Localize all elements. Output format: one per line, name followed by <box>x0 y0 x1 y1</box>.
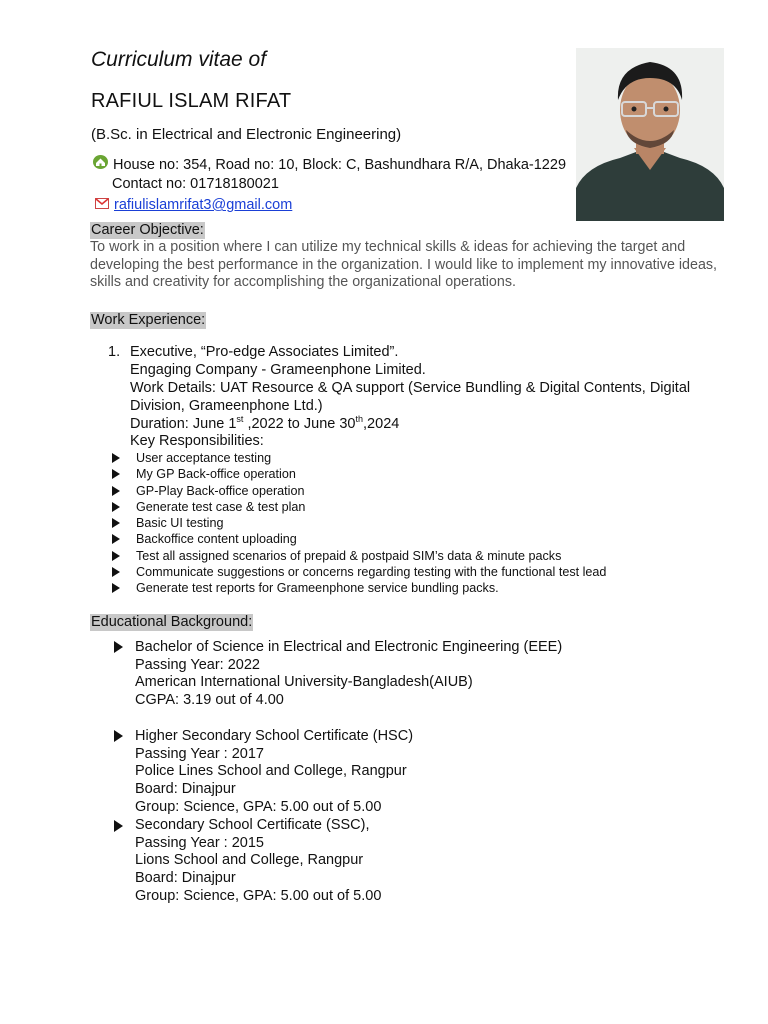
duration-start: June 1 <box>192 415 237 432</box>
bsc-result: CGPA: 3.19 out of 4.00 <box>135 692 284 709</box>
ssc-institute: Lions School and College, Rangpur <box>135 852 364 869</box>
profile-photo <box>576 48 724 221</box>
education-item-hsc <box>135 728 413 817</box>
education-item-bsc <box>135 639 562 710</box>
mail-icon <box>95 196 109 214</box>
ssc-title: Secondary School Certificate (SSC), <box>135 817 370 833</box>
responsibility-text: My GP Back-office operation <box>136 467 296 481</box>
responsibility-item <box>112 451 271 465</box>
address-text: House no: 354, Road no: 10, Block: C, Bashundhara R/A, Dhaka-1229 <box>113 156 567 173</box>
work-details-text: UAT Resource & QA support (Service Bundling & Digital Contents, Digital <box>215 380 691 396</box>
arrow-bullet-icon <box>114 641 123 653</box>
ssc-board: Board: Dinajpur <box>135 870 236 887</box>
responsibility-item <box>112 516 224 530</box>
degree-line: (B.Sc. in Electrical and Electronic Engineering) <box>91 126 402 143</box>
hsc-institute: Police Lines School and College, Rangpur <box>135 763 407 780</box>
duration-sup2: th <box>355 414 364 424</box>
arrow-bullet-icon <box>112 518 120 528</box>
key-responsibilities-heading: Key Responsibilities: <box>130 433 264 449</box>
hsc-title: Higher Secondary School Certificate (HSC) <box>135 728 414 744</box>
responsibility-text: Communicate suggestions or concerns regarding testing with the functional test lead <box>136 565 607 579</box>
candidate-name: RAFIUL ISLAM RIFAT <box>91 90 292 112</box>
arrow-bullet-icon <box>112 567 120 577</box>
address-row <box>92 154 566 175</box>
bsc-title: Bachelor of Science in Electrical and Electronic Engineering (EEE) <box>135 639 563 655</box>
responsibility-text: Test all assigned scenarios of prepaid & postpaid SIM’s data & minute packs <box>136 549 562 563</box>
company-name: Grameenphone Limited. <box>270 362 426 378</box>
email-link[interactable]: rafiulislamrifat3@gmail.com <box>114 197 293 213</box>
responsibility-item <box>112 581 499 595</box>
responsibility-text: Backoffice content uploading <box>136 532 297 546</box>
arrow-bullet-icon <box>112 453 120 463</box>
responsibility-item <box>112 565 606 579</box>
career-objective-text: To work in a position where I can utilize my technical skills & ideas for achieving the target and developing the best performance in the organization. I would like to implement my innovative ideas, skills and creativity for accomplishing the organizational operations. <box>90 239 718 290</box>
arrow-bullet-icon <box>114 820 123 832</box>
arrow-bullet-icon <box>112 469 120 479</box>
responsibility-item <box>112 549 561 563</box>
arrow-bullet-icon <box>112 534 120 544</box>
engaging-company <box>130 362 426 378</box>
email-row <box>95 196 292 214</box>
bsc-year: Passing Year: 2022 <box>135 656 260 673</box>
job-number: 1. <box>108 344 121 360</box>
responsibility-text: Generate test reports for Grameenphone service bundling packs. <box>136 581 499 595</box>
duration-mid: ,2022 to June 30 <box>243 415 356 432</box>
cv-title: Curriculum vitae of <box>91 48 267 71</box>
ssc-year: Passing Year : 2015 <box>135 834 264 851</box>
responsibility-text: Basic UI testing <box>136 516 224 530</box>
job-title: Executive, “Pro-edge Associates Limited”. <box>130 344 399 360</box>
duration-label: Duration: <box>130 415 193 432</box>
duration-end: ,2024 <box>363 415 400 432</box>
arrow-bullet-icon <box>112 583 120 593</box>
responsibility-text: GP-Play Back-office operation <box>136 484 305 498</box>
hsc-year: Passing Year : 2017 <box>135 745 264 762</box>
ssc-result: Group: Science, GPA: 5.00 out of 5.00 <box>135 887 382 904</box>
responsibility-item <box>112 484 304 498</box>
responsibility-text: User acceptance testing <box>136 451 272 465</box>
arrow-bullet-icon <box>112 551 120 561</box>
duration-line <box>130 414 399 432</box>
education-item-ssc <box>135 817 381 906</box>
career-objective-heading: Career Objective: <box>91 222 204 238</box>
responsibility-item <box>112 467 296 481</box>
duration-sup1: st <box>236 414 244 424</box>
hsc-board: Board: Dinajpur <box>135 781 236 798</box>
work-details-label: Work Details: <box>130 380 216 396</box>
arrow-bullet-icon <box>112 486 120 496</box>
bsc-institute: American International University-Bangladesh(AIUB) <box>135 674 473 691</box>
responsibility-item <box>112 500 305 514</box>
hsc-result: Group: Science, GPA: 5.00 out of 5.00 <box>135 798 382 815</box>
education-heading: Educational Background: <box>91 614 253 630</box>
work-details-line1 <box>130 380 690 396</box>
company-label: Engaging Company - <box>130 362 271 378</box>
house-icon <box>92 154 109 175</box>
arrow-bullet-icon <box>114 730 123 742</box>
work-experience-heading: Work Experience: <box>91 312 206 328</box>
contact-number: Contact no: 01718180021 <box>112 176 279 192</box>
responsibility-text: Generate test case & test plan <box>136 500 306 514</box>
work-details-line2: Division, Grameenphone Ltd.) <box>130 398 323 414</box>
arrow-bullet-icon <box>112 502 120 512</box>
responsibility-item <box>112 532 297 546</box>
